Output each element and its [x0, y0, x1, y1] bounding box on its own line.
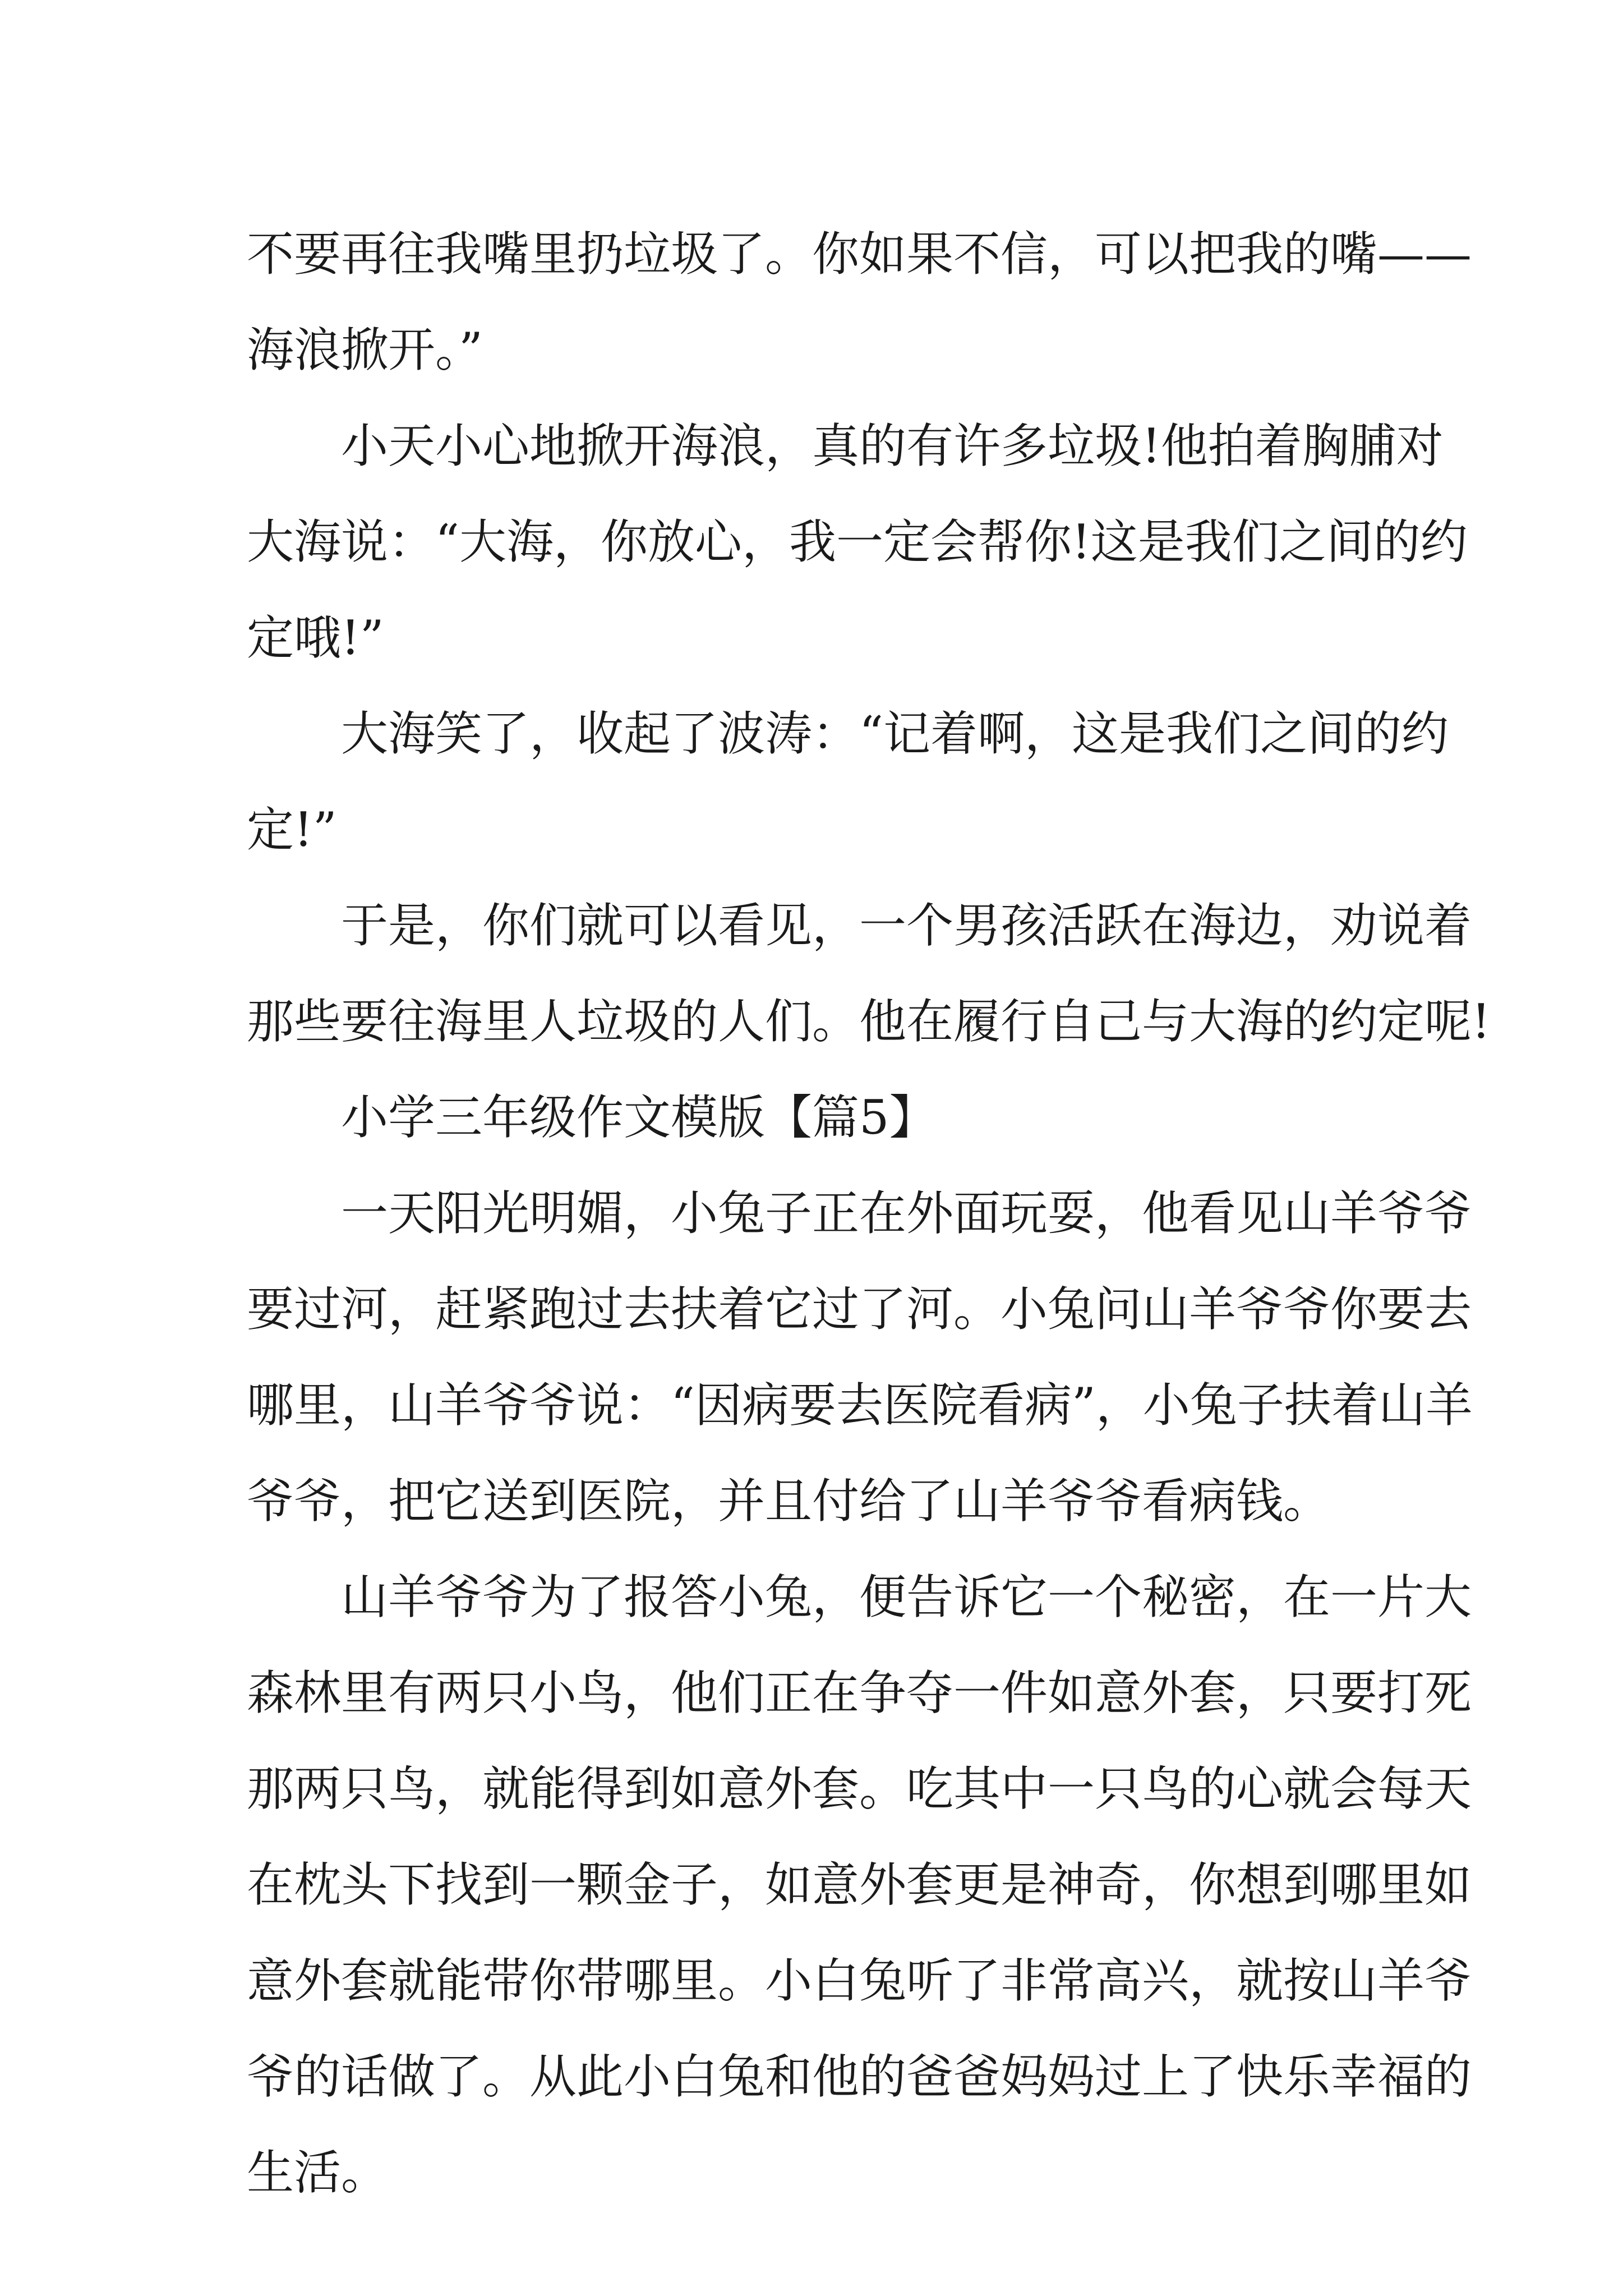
text-line: 一天阳光明媚，小兔子正在外面玩耍，他看见山羊爷爷	[341, 1186, 1472, 1241]
text-line: 生活。	[247, 2145, 389, 2200]
paragraph	[247, 878, 1491, 1070]
text-line: 爷爷，把它送到医院，并且付给了山羊爷爷看病钱。	[247, 1474, 1331, 1529]
text-line: 爷的话做了。从此小白兔和他的爸爸妈妈过上了快乐幸福的	[247, 2049, 1472, 2104]
text-line: 定!”	[247, 802, 337, 857]
text-line: 小天小心地掀开海浪，真的有许多垃圾!他拍着胸脯对	[341, 418, 1444, 473]
body-text	[247, 206, 1491, 2221]
paragraph	[247, 206, 1472, 398]
paragraph	[247, 1166, 1473, 1549]
text-line: 于是，你们就可以看见，一个男孩活跃在海边，劝说着	[341, 898, 1472, 953]
text-line: 不要再往我嘴里扔垃圾了。你如果不信，可以把我的嘴——	[247, 227, 1472, 282]
text-line: 小学三年级作文模版【篇5】	[341, 1090, 937, 1145]
text-line: 哪里，山羊爷爷说：“因病要去医院看病”，小兔子扶着山羊	[247, 1378, 1473, 1433]
text-line: 那些要往海里人垃圾的人们。他在履行自己与大海的约定呢!	[247, 994, 1491, 1049]
text-line: 山羊爷爷为了报答小兔，便告诉它一个秘密，在一片大	[341, 1570, 1472, 1625]
paragraph	[247, 1070, 1402, 1166]
text-line: 大海说：“大海，你放心，我一定会帮你!这是我们之间的约	[247, 514, 1468, 569]
paragraph	[247, 686, 1449, 878]
text-line: 要过河，赶紧跑过去扶着它过了河。小兔问山羊爷爷你要去	[247, 1282, 1472, 1337]
text-line: 大海笑了，收起了波涛：“记着啊，这是我们之间的约	[341, 706, 1449, 761]
text-line: 定哦!”	[247, 610, 384, 665]
text-line: 意外套就能带你带哪里。小白兔听了非常高兴，就按山羊爷	[247, 1953, 1472, 2008]
paragraph	[247, 1549, 1472, 2221]
paragraph	[247, 398, 1468, 686]
text-line: 那两只鸟，就能得到如意外套。吃其中一只鸟的心就会每天	[247, 1761, 1472, 1816]
text-line: 森林里有两只小鸟，他们正在争夺一件如意外套，只要打死	[247, 1665, 1472, 1720]
text-line: 海浪掀开。”	[247, 323, 483, 378]
text-line: 在枕头下找到一颗金子，如意外套更是神奇，你想到哪里如	[247, 1857, 1472, 1912]
